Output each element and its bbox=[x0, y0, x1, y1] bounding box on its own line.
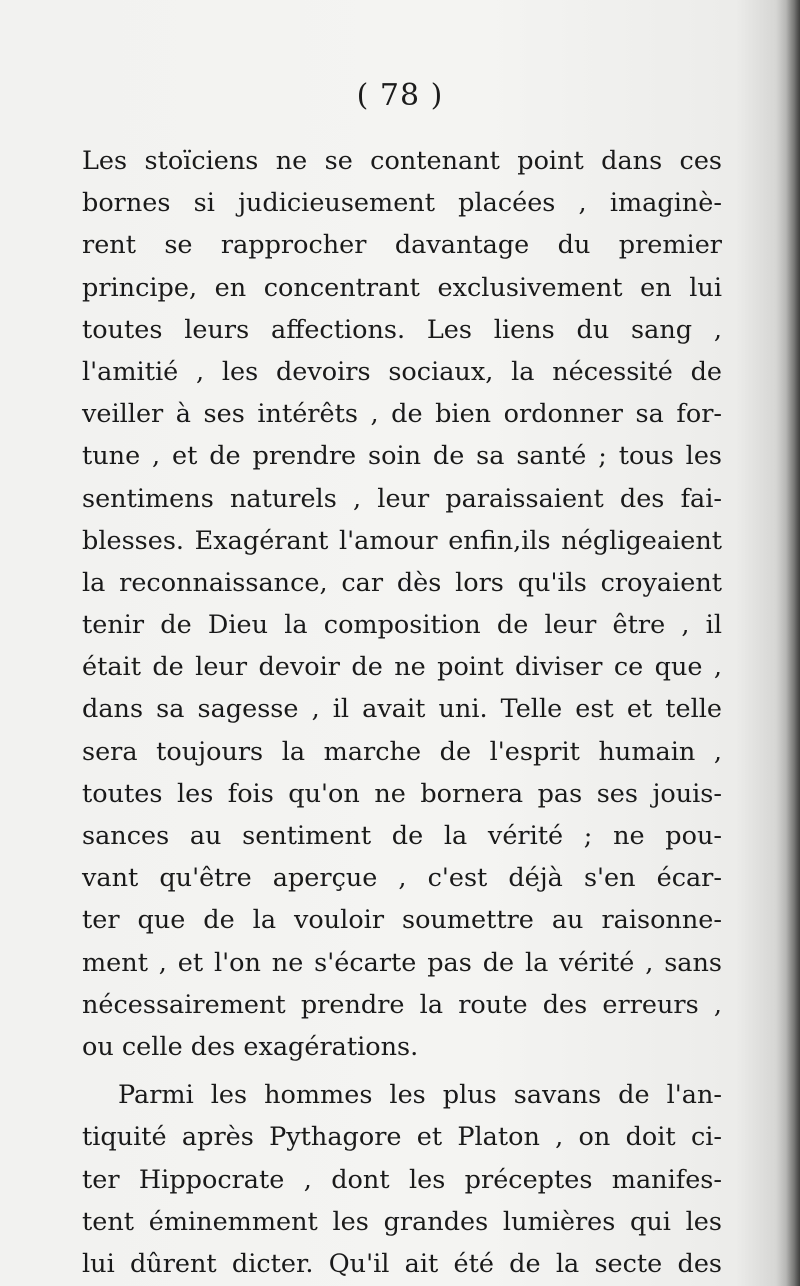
body-text bbox=[82, 140, 722, 1285]
text-line: rent se rapprocher davantage du premier bbox=[82, 230, 722, 261]
text-line: lui dûrent dicter. Qu'il ait été de la secte des bbox=[82, 1248, 722, 1279]
text-line: ou celle des exagérations. bbox=[82, 1031, 419, 1062]
text-line: sera toujours la marche de l'esprit humain , bbox=[82, 736, 722, 767]
text-line: ment , et l'on ne s'écarte pas de la vérité , sans bbox=[82, 947, 722, 978]
text-line: ter que de la vouloir soumettre au raisonne- bbox=[82, 905, 722, 936]
text-line: bornes si judicieusement placées , imaginè- bbox=[82, 188, 722, 219]
text-line: vant qu'être aperçue , c'est déjà s'en écar- bbox=[82, 863, 722, 894]
text-line: principe, en concentrant exclusivement en lui bbox=[82, 272, 722, 303]
text-line: Parmi les hommes les plus savans de l'an- bbox=[118, 1080, 722, 1111]
text-line: nécessairement prendre la route des erreurs , bbox=[82, 989, 722, 1020]
text-line: tenir de Dieu la composition de leur être , il bbox=[82, 610, 722, 641]
text-line: toutes leurs affections. Les liens du sang , bbox=[82, 314, 722, 345]
page-number: ( 78 ) bbox=[356, 78, 444, 113]
paragraph-1 bbox=[82, 140, 722, 1068]
text-line: tiquité après Pythagore et Platon , on doit ci- bbox=[82, 1122, 722, 1153]
text-line: dans sa sagesse , il avait uni. Telle est et telle bbox=[82, 694, 722, 725]
text-line: sances au sentiment de la vérité ; ne pou- bbox=[82, 821, 722, 851]
text-line: la reconnaissance, car dès lors qu'ils croyaient bbox=[82, 567, 722, 598]
text-line: blesses. Exagérant l'amour enfin,ils négligeaient bbox=[82, 525, 722, 556]
paragraph-2 bbox=[82, 1074, 722, 1285]
text-line: sentimens naturels , leur paraissaient des fai- bbox=[82, 483, 722, 514]
text-line: ter Hippocrate , dont les préceptes manifes- bbox=[82, 1164, 722, 1195]
text-line: toutes les fois qu'on ne bornera pas ses jouis- bbox=[82, 778, 722, 809]
text-line: Les stoïciens ne se contenant point dans ces bbox=[82, 146, 722, 176]
text-line: tune , et de prendre soin de sa santé ; tous les bbox=[82, 441, 722, 472]
page-edge-shadow bbox=[786, 0, 800, 1286]
text-line: l'amitié , les devoirs sociaux, la nécessité de bbox=[82, 356, 722, 387]
text-line: veiller à ses intérêts , de bien ordonner sa for- bbox=[82, 399, 722, 430]
text-line: tent éminemment les grandes lumières qui les bbox=[82, 1206, 722, 1237]
text-line: était de leur devoir de ne point diviser ce que , bbox=[82, 652, 722, 683]
